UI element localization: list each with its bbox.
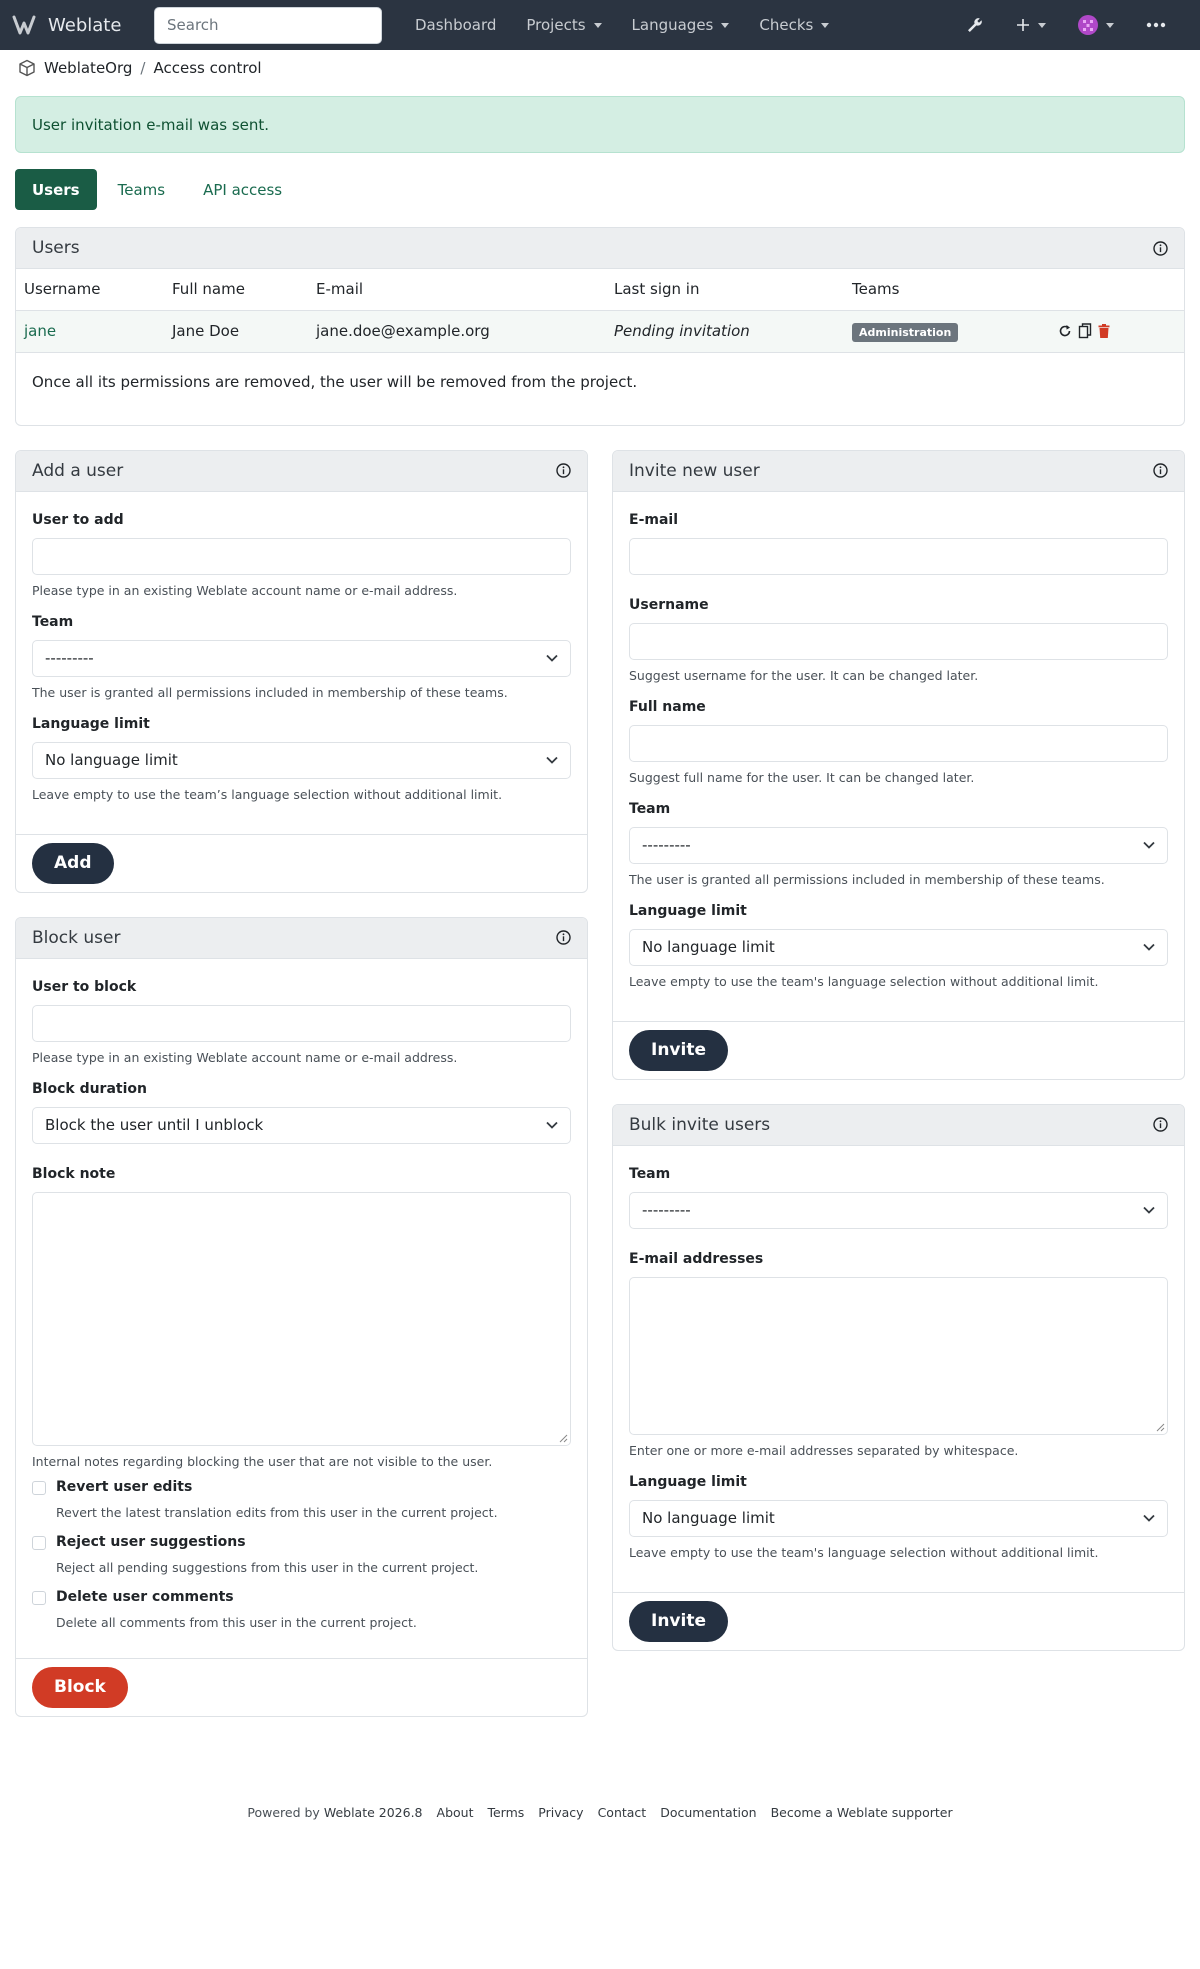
block-note-help: Internal notes regarding blocking the user that are not visible to the user. (32, 1453, 493, 1469)
email-addresses-help: Enter one or more e-mail addresses separated by whitespace. (629, 1442, 1019, 1458)
reject-suggestions-checkbox[interactable] (32, 1536, 46, 1550)
delete-comments-checkbox[interactable] (32, 1591, 46, 1605)
resend-icon[interactable] (1058, 324, 1072, 338)
search-placeholder: Search (167, 16, 219, 34)
team-help: The user is granted all permissions included in membership of these teams. (32, 684, 508, 700)
breadcrumb (0, 50, 1200, 86)
block-user-header (16, 918, 587, 959)
chevron-down-icon (1143, 1514, 1155, 1522)
language-limit-help: Leave empty to use the team's language selection without additional limit. (629, 1544, 1099, 1560)
nav-languages[interactable] (617, 0, 745, 50)
removal-note: Once all its permissions are removed, the user will be removed from the project. (32, 372, 638, 391)
nav-dashboard[interactable] (400, 0, 511, 50)
username-help: Suggest username for the user. It can be changed later. (629, 667, 979, 683)
left-column (15, 433, 588, 1717)
full-name-label: Full name (629, 698, 706, 715)
user-last-sign-in: Pending invitation (606, 310, 844, 352)
nav-checks-label: Checks (759, 16, 814, 34)
chevron-down-icon (1143, 943, 1155, 951)
nav-checks[interactable] (744, 0, 844, 50)
delete-comments-help: Delete all comments from this user in the current project. (56, 1614, 417, 1630)
table-row (16, 310, 1184, 352)
bulk-invite-button[interactable]: Invite (629, 1601, 728, 1642)
row-actions (1058, 323, 1176, 339)
team-select[interactable] (629, 1192, 1168, 1229)
add-menu-button[interactable] (1002, 0, 1060, 50)
column-actions (1050, 269, 1184, 310)
block-user-card (15, 917, 588, 1717)
info-icon[interactable] (556, 463, 571, 478)
info-icon[interactable] (556, 930, 571, 945)
bulk-invite-card (612, 1104, 1185, 1651)
tab-users[interactable]: Users (15, 169, 97, 210)
team-select[interactable] (32, 640, 571, 677)
breadcrumb-separator: / (140, 59, 146, 77)
team-select-value: --------- (45, 649, 94, 667)
block-user-title: Block user (32, 927, 121, 948)
bulk-invite-header (613, 1105, 1184, 1146)
resize-handle-icon[interactable] (559, 1434, 568, 1443)
info-icon[interactable] (1153, 1117, 1168, 1132)
footer-link-supporter[interactable]: Become a Weblate supporter (770, 1804, 953, 1820)
revert-edits-option[interactable] (32, 1479, 571, 1534)
language-limit-value: No language limit (642, 1509, 775, 1527)
nav-right (952, 0, 1188, 50)
block-duration-select[interactable] (32, 1107, 571, 1144)
delete-icon[interactable] (1098, 324, 1110, 338)
reject-suggestions-help: Reject all pending suggestions from this user in the current project. (56, 1559, 479, 1575)
nav-projects[interactable] (511, 0, 616, 50)
language-limit-label: Language limit (629, 902, 747, 919)
footer-link-documentation[interactable]: Documentation (660, 1804, 757, 1820)
user-to-add-input[interactable] (32, 538, 571, 575)
add-user-body (16, 492, 587, 834)
chevron-down-icon (546, 1121, 558, 1129)
email-addresses-textarea[interactable] (629, 1277, 1168, 1435)
team-select[interactable] (629, 827, 1168, 864)
user-menu-button[interactable] (1064, 0, 1128, 50)
wrench-icon (966, 16, 984, 34)
column-last-sign-in: Last sign in (606, 269, 844, 310)
bulk-invite-footer (613, 1592, 1184, 1650)
breadcrumb-page[interactable]: Access control (153, 59, 262, 77)
delete-comments-label: Delete user comments (56, 1588, 234, 1605)
info-icon[interactable] (1153, 241, 1168, 256)
brand-logo[interactable] (12, 14, 152, 36)
nav-projects-label: Projects (526, 16, 586, 34)
reject-suggestions-label: Reject user suggestions (56, 1533, 246, 1550)
right-column (612, 433, 1185, 1717)
caret-down-icon (1038, 23, 1046, 28)
add-user-title: Add a user (32, 460, 124, 481)
team-badge[interactable]: Administration (852, 323, 958, 342)
bulk-invite-body (613, 1146, 1184, 1592)
breadcrumb-org[interactable]: WeblateOrg (44, 59, 133, 77)
more-menu-button[interactable] (1132, 0, 1180, 50)
chevron-down-icon (1143, 1206, 1155, 1214)
alert-message: User invitation e-mail was sent. (32, 115, 270, 134)
reject-suggestions-option[interactable] (32, 1534, 571, 1589)
delete-comments-option[interactable] (32, 1589, 571, 1644)
username-field[interactable] (629, 623, 1168, 660)
users-card (15, 227, 1185, 426)
brand-name: Weblate (48, 14, 122, 36)
username-label: Username (629, 596, 709, 613)
copy-icon[interactable] (1078, 323, 1092, 339)
revert-edits-label: Revert user edits (56, 1478, 193, 1495)
weblate-logo-icon (12, 14, 40, 36)
tab-teams[interactable]: Teams (117, 180, 166, 199)
language-limit-select[interactable] (629, 929, 1168, 966)
add-user-footer (16, 834, 587, 892)
users-table (16, 269, 1184, 353)
language-limit-label: Language limit (629, 1473, 747, 1490)
block-note-textarea[interactable] (32, 1192, 571, 1446)
footer-link-contact[interactable]: Contact (597, 1804, 647, 1820)
user-link[interactable]: jane (24, 322, 57, 340)
main-nav (400, 0, 844, 50)
user-email: jane.doe@example.org (308, 310, 606, 352)
invite-button[interactable]: Invite (629, 1030, 728, 1071)
user-to-block-help: Please type in an existing Weblate account name or e-mail address. (32, 1049, 458, 1065)
chevron-down-icon (546, 756, 558, 764)
column-email: E-mail (308, 269, 606, 310)
team-select-value: --------- (642, 836, 691, 854)
ellipsis-icon (1146, 22, 1166, 28)
invite-user-card (612, 450, 1185, 1080)
add-user-header (16, 451, 587, 492)
nav-dashboard-label: Dashboard (415, 16, 497, 34)
footer-powered-label: Powered by (247, 1804, 320, 1820)
plus-icon (1016, 18, 1030, 32)
footer-link-privacy[interactable]: Privacy (538, 1804, 584, 1820)
add-button[interactable]: Add (32, 843, 114, 884)
full-name-help: Suggest full name for the user. It can be changed later. (629, 769, 975, 785)
block-button[interactable]: Block (32, 1667, 128, 1708)
team-help: The user is granted all permissions included in membership of these teams. (629, 871, 1105, 887)
success-alert (15, 96, 1185, 153)
revert-edits-help: Revert the latest translation edits from this user in the current project. (56, 1504, 498, 1520)
footer-version-link[interactable]: Weblate 2026.8 (323, 1804, 423, 1820)
top-navbar (0, 0, 1200, 50)
column-full-name: Full name (164, 269, 308, 310)
team-label: Team (32, 613, 74, 630)
user-full-name: Jane Doe (164, 310, 308, 352)
tab-api-access[interactable]: API access (203, 180, 283, 199)
caret-down-icon (1106, 23, 1114, 28)
invite-user-footer (613, 1021, 1184, 1079)
resize-handle-icon[interactable] (1156, 1423, 1165, 1432)
info-icon[interactable] (1153, 463, 1168, 478)
caret-down-icon (594, 23, 602, 28)
footer-powered-by (247, 1805, 422, 1820)
invite-user-header (613, 451, 1184, 492)
chevron-down-icon (546, 654, 558, 662)
language-limit-value: No language limit (642, 938, 775, 956)
column-teams: Teams (844, 269, 1050, 310)
block-user-body (16, 959, 587, 1658)
user-to-block-input[interactable] (32, 1005, 571, 1042)
team-select-value: --------- (642, 1201, 691, 1219)
page-footer (15, 1805, 1185, 1820)
access-tabs (15, 169, 1185, 210)
email-field[interactable] (629, 538, 1168, 575)
language-limit-select[interactable] (32, 742, 571, 779)
team-label: Team (629, 800, 671, 817)
language-limit-label: Language limit (32, 715, 150, 732)
forms-columns (15, 433, 1185, 1717)
avatar-icon (1078, 15, 1098, 35)
user-to-add-label: User to add (32, 511, 124, 528)
users-card-title: Users (32, 238, 80, 258)
nav-languages-label: Languages (631, 16, 714, 34)
footer-link-terms[interactable]: Terms (487, 1804, 525, 1820)
language-limit-select[interactable] (629, 1500, 1168, 1537)
caret-down-icon (821, 23, 829, 28)
email-addresses-label: E-mail addresses (629, 1250, 764, 1267)
block-duration-label: Block duration (32, 1080, 147, 1097)
block-duration-value: Block the user until I unblock (45, 1116, 264, 1134)
email-label: E-mail (629, 511, 679, 528)
user-to-block-label: User to block (32, 978, 137, 995)
add-user-card (15, 450, 588, 893)
language-limit-value: No language limit (45, 751, 178, 769)
search-input[interactable] (154, 7, 382, 44)
team-label: Team (629, 1165, 671, 1182)
users-card-header (16, 228, 1184, 269)
block-note-label: Block note (32, 1165, 116, 1182)
caret-down-icon (721, 23, 729, 28)
invite-user-body (613, 492, 1184, 1021)
language-limit-help: Leave empty to use the team’s language selection without additional limit. (32, 786, 503, 802)
footer-link-about[interactable]: About (436, 1804, 474, 1820)
user-to-add-help: Please type in an existing Weblate account name or e-mail address. (32, 582, 458, 598)
language-limit-help: Leave empty to use the team's language selection without additional limit. (629, 973, 1099, 989)
wrench-button[interactable] (952, 0, 998, 50)
bulk-invite-title: Bulk invite users (629, 1114, 771, 1135)
invite-user-title: Invite new user (629, 460, 760, 481)
block-user-footer (16, 1658, 587, 1716)
revert-edits-checkbox[interactable] (32, 1481, 46, 1495)
column-username: Username (16, 269, 164, 310)
chevron-down-icon (1143, 841, 1155, 849)
organization-icon (18, 59, 36, 77)
full-name-field[interactable] (629, 725, 1168, 762)
